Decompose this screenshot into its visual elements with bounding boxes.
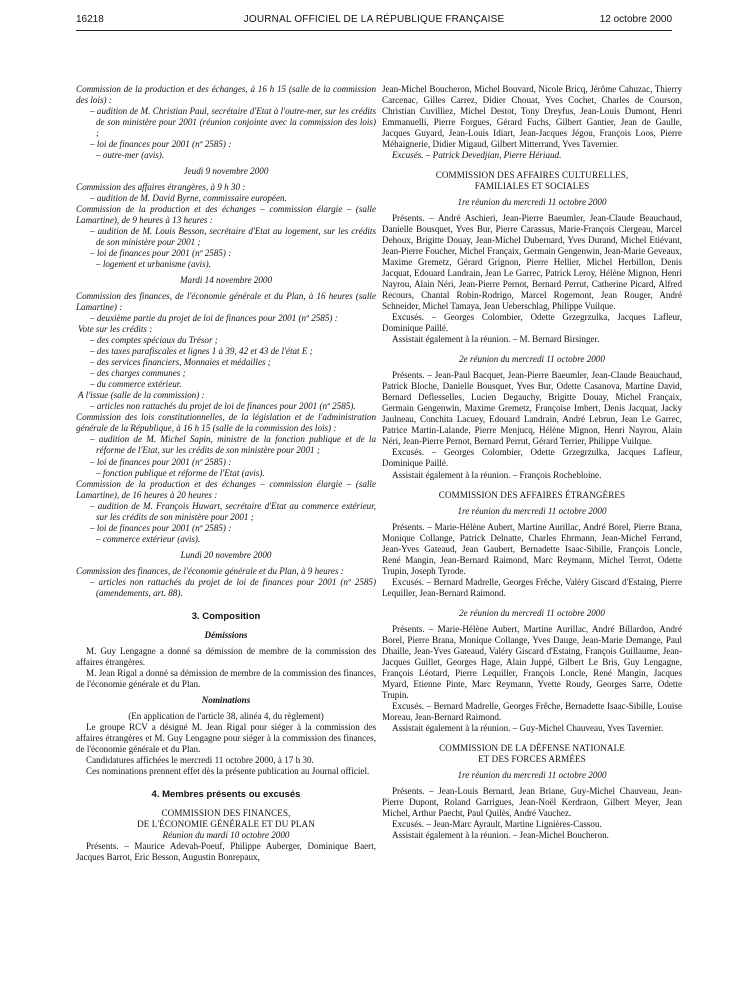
paragraph: Présents. – Marie-Hélène Aubert, Martine Aurillac, André Borel, Pierre Brana, Monique Collange, Patrick Delnatte, Charles Ehrmann, Jean-Michel Ferrand, Jean-Yves Gateaud, Jean Gaubert, Bernadette Isaac-Sibille, François Loncle, René Mangin, Jean-Bernard Raimond, Marc Reymann, Michel Terrot, Odette Trupin, Joseph Tyrode.	[382, 521, 682, 576]
paragraph: Excusés. – Jean-Marc Ayrault, Martine Lignières-Cassou.	[392, 818, 602, 829]
paragraph: (En application de l'article 38, alinéa 4, du règlement)	[128, 710, 324, 721]
list-item: – loi de finances pour 2001 (nº 2585) :	[90, 248, 232, 259]
list-item: – du commerce extérieur.	[90, 379, 182, 390]
date-heading: Jeudi 9 novembre 2000	[183, 166, 269, 177]
subsection-heading: Nominations	[201, 694, 251, 705]
paragraph: Excusés. – Georges Colombier, Odette Grzegrzulka, Jacques Lafleur, Dominique Paillé.	[382, 312, 682, 334]
list-item: – loi de finances pour 2001 (nº 2585) :	[90, 456, 232, 467]
list-item: – audition de M. François Huwart, secrétaire d'Etat au commerce extérieur, sur les crédits de son ministère pour 2001 ;	[90, 500, 376, 522]
paragraph: Assistait également à la réunion. – Guy-Michel Chauveau, Yves Tavernier.	[392, 722, 664, 733]
paragraph: Commission des affaires étrangères, à 9 h 30 :	[76, 182, 246, 193]
list-item: – commerce extérieur (avis).	[96, 533, 201, 544]
paragraph: Ces nominations prennent effet dès la présente publication au Journal officiel.	[86, 765, 370, 776]
journal-title: JOURNAL OFFICIEL DE LA RÉPUBLIQUE FRANÇAISE	[243, 14, 505, 25]
list-item: – logement et urbanisme (avis).	[96, 259, 211, 270]
list-item: – audition de M. Louis Besson, secrétaire d'Etat au logement, sur les crédits de son ministère pour 2001 ;	[90, 226, 376, 248]
list-item: – outre-mer (avis).	[96, 150, 165, 161]
list-item: – des taxes parafiscales et lignes 1 à 39, 42 et 43 de l'état E ;	[90, 346, 313, 357]
paragraph: Commission de la production et des échanges, à 16 h 15 (salle de la commission des lois) :	[76, 84, 376, 106]
right-column	[382, 84, 682, 841]
list-item: – deuxième partie du projet de loi de finances pour 2001 (nº 2585) :	[90, 313, 338, 324]
left-column	[76, 84, 376, 863]
list-item: – audition de M. Christian Paul, secrétaire d'Etat à l'outre-mer, sur les crédits de son ministère pour 2001 (réunion conjointe avec la commission des lois) ;	[90, 106, 376, 139]
paragraph: Commission des finances, de l'économie générale et du Plan, à 9 heures :	[76, 565, 344, 576]
list-item: – audition de M. David Byrne, commissaire européen.	[90, 193, 287, 204]
list-item: – fonction publique et réforme de l'Etat (avis).	[96, 467, 265, 478]
meeting-heading: 2e réunion du mercredi 11 octobre 2000	[459, 354, 605, 365]
paragraph: Jean-Michel Boucheron, Michel Bouvard, Nicole Bricq, Jérôme Cahuzac, Thierry Carcenac, Gilles Carrez, Didier Chouat, Yves Cochet, Charles de Courson, Christian Cuvilliez, Michel Destot, Tony Dreyfus, Jean-Louis Dumont, Henri Emmanuelli, Pierre Forgues, Gérard Fuchs, Gilbert Gantier, Jean de Gaulle, Jacques Guyard, Jean-Louis Idiart, Jean-Jacques Jégou, François Loos, Pierre Méhaignerie, Didier Migaud, Gilbert Mitterrand, Yves Tavernier.	[382, 84, 682, 150]
paragraph: Assistait également à la réunion. – Jean-Michel Boucheron.	[392, 829, 609, 840]
list-item: – audition de M. Michel Sapin, ministre de la fonction publique et de la réforme de l'Etat, sur les crédits de son ministère pour 2001 ;	[90, 434, 376, 456]
list-item: A l'issue (salle de la commission) :	[78, 390, 205, 401]
paragraph: Présents. – Jean-Louis Bernard, Jean Briane, Guy-Michel Chauveau, Jean-Pierre Dupont, Roland Garrigues, Jean-Noël Kerdraon, Gilbert Meyer, Jean Michel, Arthur Paecht, Paul Quilès, André Vauchez.	[382, 785, 682, 818]
paragraph: Présents. – Maurice Adevah-Poeuf, Philippe Auberger, Dominique Baert, Jacques Barrot, Eric Besson, Augustin Bonrepaux,	[76, 840, 376, 862]
section-heading: 4. Membres présents ou excusés	[151, 788, 301, 800]
paragraph: Excusés. – Bernard Madrelle, Georges Frêche, Valéry Giscard d'Estaing, Pierre Lequiller, Jean-Bernard Raimond.	[382, 576, 682, 598]
paragraph: Excusés. – Georges Colombier, Odette Grzegrzulka, Jacques Lafleur, Dominique Paillé.	[382, 447, 682, 469]
paragraph: Le groupe RCV a désigné M. Jean Rigal pour siéger à la commission des affaires étrangères et M. Guy Lengagne pour siéger à la commission des finances, de l'économie générale et du Plan.	[76, 721, 376, 754]
commission-heading: ET DES FORCES ARMÉES	[478, 753, 586, 764]
meeting-heading: Réunion du mardi 10 octobre 2000	[162, 829, 290, 840]
meeting-heading: 2e réunion du mercredi 11 octobre 2000	[459, 607, 605, 618]
commission-heading: COMMISSION DES AFFAIRES ÉTRANGÈRES	[438, 489, 626, 500]
paragraph: Assistait également à la réunion. – M. Bernard Birsinger.	[392, 334, 600, 345]
list-item: – loi de finances pour 2001 (nº 2585) :	[90, 139, 232, 150]
list-item: – des comptes spéciaux du Trésor ;	[90, 335, 218, 346]
date-heading: Lundi 20 novembre 2000	[180, 549, 272, 560]
paragraph: Présents. – Marie-Hélène Aubert, Martine Aurillac, André Billardon, André Borel, Pierre Brana, Monique Collange, Yves Dauge, Jean-Marie Demange, Paul Dhaille, Jean-Yves Gateaud, Valéry Giscard d'Estaing, François Guillaume, Jean-Jacques Guillet, Georges Hage, Alain Juppé, Gilbert Le Bris, Guy Lengagne, François Léotard, Pierre Lequiller, François Loncle, René Mangin, Jacques Myard, Etienne Pinte, Marc Reymann, Yvette Roudy, Georges Sarre, Odette Trupin.	[382, 623, 682, 700]
section-heading: 3. Composition	[191, 610, 261, 622]
paragraph: Commission de la production et des échanges – commission élargie – (salle Lamartine), de 9 heures à 13 heures :	[76, 204, 376, 226]
header-rule	[76, 30, 672, 31]
subsection-heading: Démissions	[204, 629, 248, 640]
meeting-heading: 1re réunion du mercredi 11 octobre 2000	[457, 197, 607, 208]
paragraph: Présents. – André Aschieri, Jean-Pierre Baeumler, Jean-Claude Beauchaud, Danielle Bousquet, Yves Bur, Pierre Carassus, Marie-François Clergeau, Marcel Dehoux, Brigitte Douay, Jean-Michel Dubernard, Yves Durand, Michel Etiévant, Jean-Pierre Foucher, Michel Françaix, Germain Gengenwin, Jean-Marie Geveaux, Maxime Gremetz, Gérard Grignon, Pierre Hellier, Michel Herbillon, Denis Jacquat, Edouard Landrain, Jean Le Garrec, Patrick Leroy, Hélène Mignon, Henri Nayrou, Alain Néri, Jean-Pierre Pernot, Bernard Perrut, Catherine Picard, Alfred Recours, Chantal Robin-Rodrigo, Marcel Rogemont, Jean Rouger, André Schneider, Michel Tamaya, Jean Ueberschlag, Philippe Vuilque.	[382, 213, 682, 312]
list-item: – loi de finances pour 2001 (nº 2585) :	[90, 522, 232, 533]
paragraph: Excusés. – Bernard Madrelle, Georges Frêche, Bernadette Isaac-Sibille, Louise Moreau, Jean-Bernard Raimond.	[382, 700, 682, 722]
paragraph: Commission des finances, de l'économie générale et du Plan, à 16 heures (salle Lamartine) :	[76, 291, 376, 313]
paragraph: M. Guy Lengagne a donné sa démission de membre de la commission des affaires étrangères.	[76, 645, 376, 667]
list-item: – articles non rattachés du projet de loi de finances pour 2001 (nº 2585).	[90, 401, 356, 412]
list-item: Vote sur les crédits :	[78, 324, 153, 335]
commission-heading: DE L'ÉCONOMIE GÉNÉRALE ET DU PLAN	[137, 818, 315, 829]
page-header	[76, 14, 672, 30]
list-item: – articles non rattachés du projet de loi de finances pour 2001 (nº 2585) (amendements, art. 88).	[90, 576, 376, 598]
list-item: – des charges communes ;	[90, 368, 186, 379]
meeting-heading: 1re réunion du mercredi 11 octobre 2000	[457, 505, 607, 516]
page-number: 16218	[76, 14, 104, 25]
meeting-heading: 1re réunion du mercredi 11 octobre 2000	[457, 769, 607, 780]
issue-date: 12 octobre 2000	[599, 14, 672, 25]
date-heading: Mardi 14 novembre 2000	[179, 275, 273, 286]
commission-heading: COMMISSION DES FINANCES,	[161, 807, 291, 818]
paragraph: Présents. – Jean-Paul Bacquet, Jean-Pierre Baeumler, Jean-Claude Beauchaud, Patrick Bloche, Danielle Bousquet, Yves Bur, Odette Casanova, Martine David, Bernard Deflesselles, Lucien Degauchy, Brigitte Douay, Michel Françaix, Germain Gengenwin, Maxime Gremetz, Françoise Imbert, Denis Jacquat, Jacky Jaulneau, Conchita Lacuey, Edouard Landrain, André Lebrun, Jean Le Garrec, Patrice Martin-Lalande, Pierre Menjucq, Hélène Mignon, Henri Nayrou, Alain Néri, Jean-Pierre Pernot, Bernard Perrut, Gérard Terrier, Philippe Vuilque.	[382, 370, 682, 447]
paragraph: Excusés. – Patrick Devedjian, Pierre Hériaud.	[392, 150, 562, 161]
commission-heading: FAMILIALES ET SOCIALES	[474, 181, 590, 192]
paragraph: Commission de la production et des échanges – commission élargie – (salle Lamartine), de 16 heures à 20 heures :	[76, 478, 376, 500]
paragraph: Commission des lois constitutionnelles, de la législation et de l'administration générale de la République, à 16 h 15 (salle de la commission des lois) :	[76, 412, 376, 434]
paragraph: Candidatures affichées le mercredi 11 octobre 2000, à 17 h 30.	[86, 754, 314, 765]
paragraph: Assistait également à la réunion. – François Rochebloine.	[392, 469, 602, 480]
commission-heading: COMMISSION DE LA DÉFENSE NATIONALE	[439, 742, 625, 753]
commission-heading: COMMISSION DES AFFAIRES CULTURELLES,	[435, 170, 629, 181]
paragraph: M. Jean Rigal a donné sa démission de membre de la commission des finances, de l'économie générale et du Plan.	[76, 667, 376, 689]
list-item: – des services financiers, Monnaies et médailles ;	[90, 357, 271, 368]
